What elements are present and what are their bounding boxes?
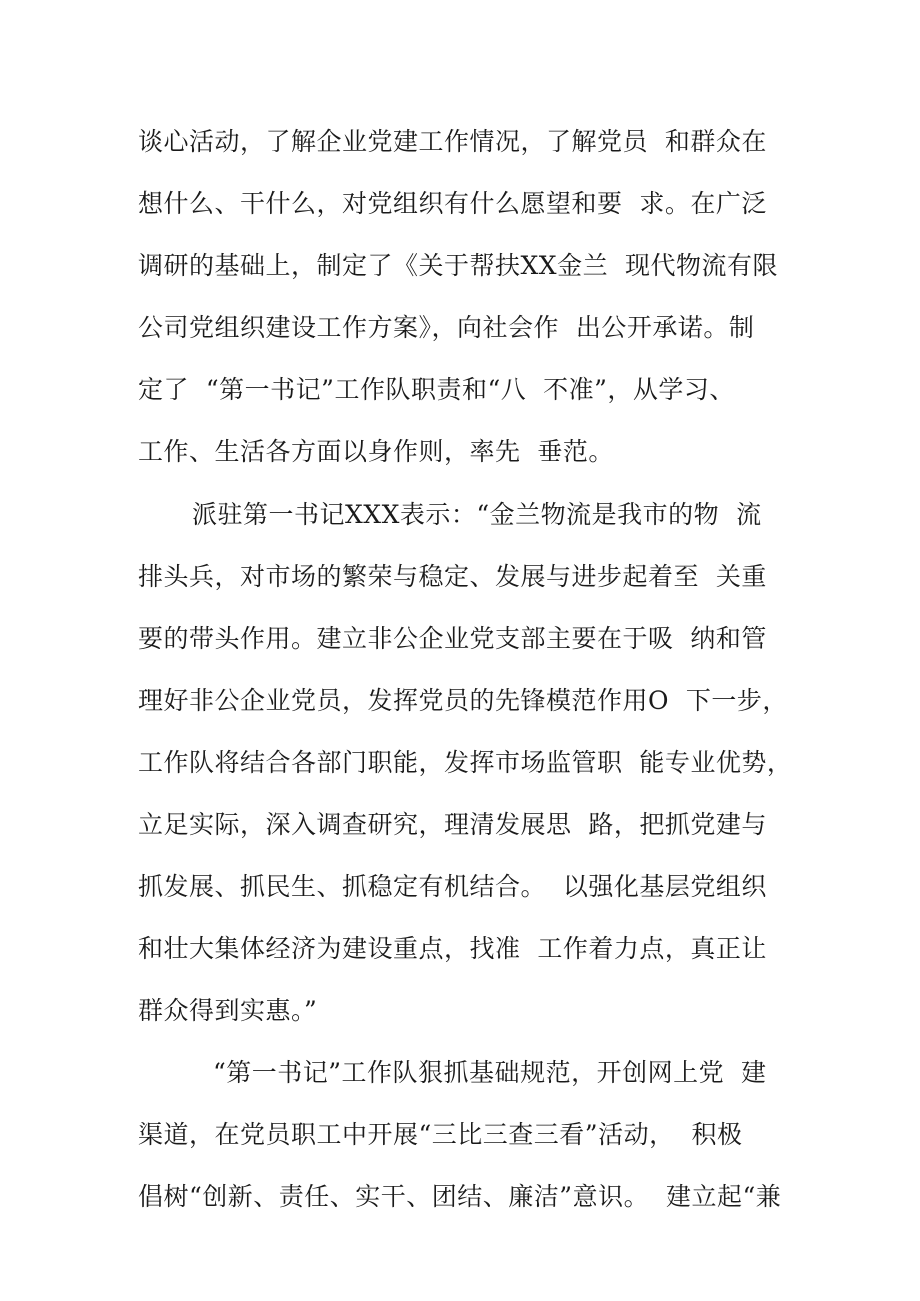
- paragraph-2-line-8: 和壮大集体经济为建设重点，找准 工作着力点，真正让: [138, 934, 767, 963]
- paragraph-2-line-3: 要的带头作用。建立非公企业党支部主要在于吸 纳和管: [138, 624, 767, 653]
- paragraph-2-line-5: 工作队将结合各部门职能，发挥市场监管职 能专业优势，: [138, 748, 793, 777]
- paragraph-2-line-4: 理好非公企业党员，发挥党员的先锋模范作用O 下一步，: [138, 686, 788, 715]
- paragraph-1-line-3: 调研的基础上，制定了《关于帮扶XX金兰 现代物流有限: [138, 251, 778, 280]
- paragraph-2-line-1: 派驻第一书记XXX表示：“金兰物流是我市的物 流: [192, 500, 762, 529]
- paragraph-2-line-9: 群众得到实惠。”: [138, 996, 318, 1025]
- paragraph-1-line-1: 谈心活动，了解企业党建工作情况，了解党员 和群众在: [138, 127, 767, 156]
- paragraph-3-line-3: 倡树“创新、责任、实干、团结、廉洁”意识。 建立起“兼: [138, 1182, 782, 1211]
- paragraph-2-line-6: 立足实际，深入调查研究，理清发展思 路，把抓党建与: [138, 810, 767, 839]
- paragraph-3-line-2: 渠道，在党员职工中开展“三比三查三看”活动， 积极: [138, 1120, 743, 1149]
- paragraph-2-line-2: 排头兵，对市场的繁荣与稳定、发展与进步起着至 关重: [138, 562, 767, 591]
- paragraph-3-line-1: “第一书记”工作队狠抓基础规范，开创网上党 建: [213, 1058, 767, 1087]
- paragraph-2-line-7: 抓发展、抓民生、抓稳定有机结合。 以强化基层党组织: [138, 872, 767, 901]
- paragraph-1-line-2: 想什么、干什么，对党组织有什么愿望和要 求。在广泛: [138, 189, 767, 218]
- paragraph-1-line-4: 公司党组织建设工作方案》，向社会作 出公开承诺。制: [138, 313, 755, 342]
- paragraph-1-line-6: 工作、生活各方面以身作则，率先 垂范。: [138, 437, 614, 466]
- paragraph-1-line-5: 定了 “第一书记”工作队职责和“八 不准”，从学习、: [138, 375, 735, 404]
